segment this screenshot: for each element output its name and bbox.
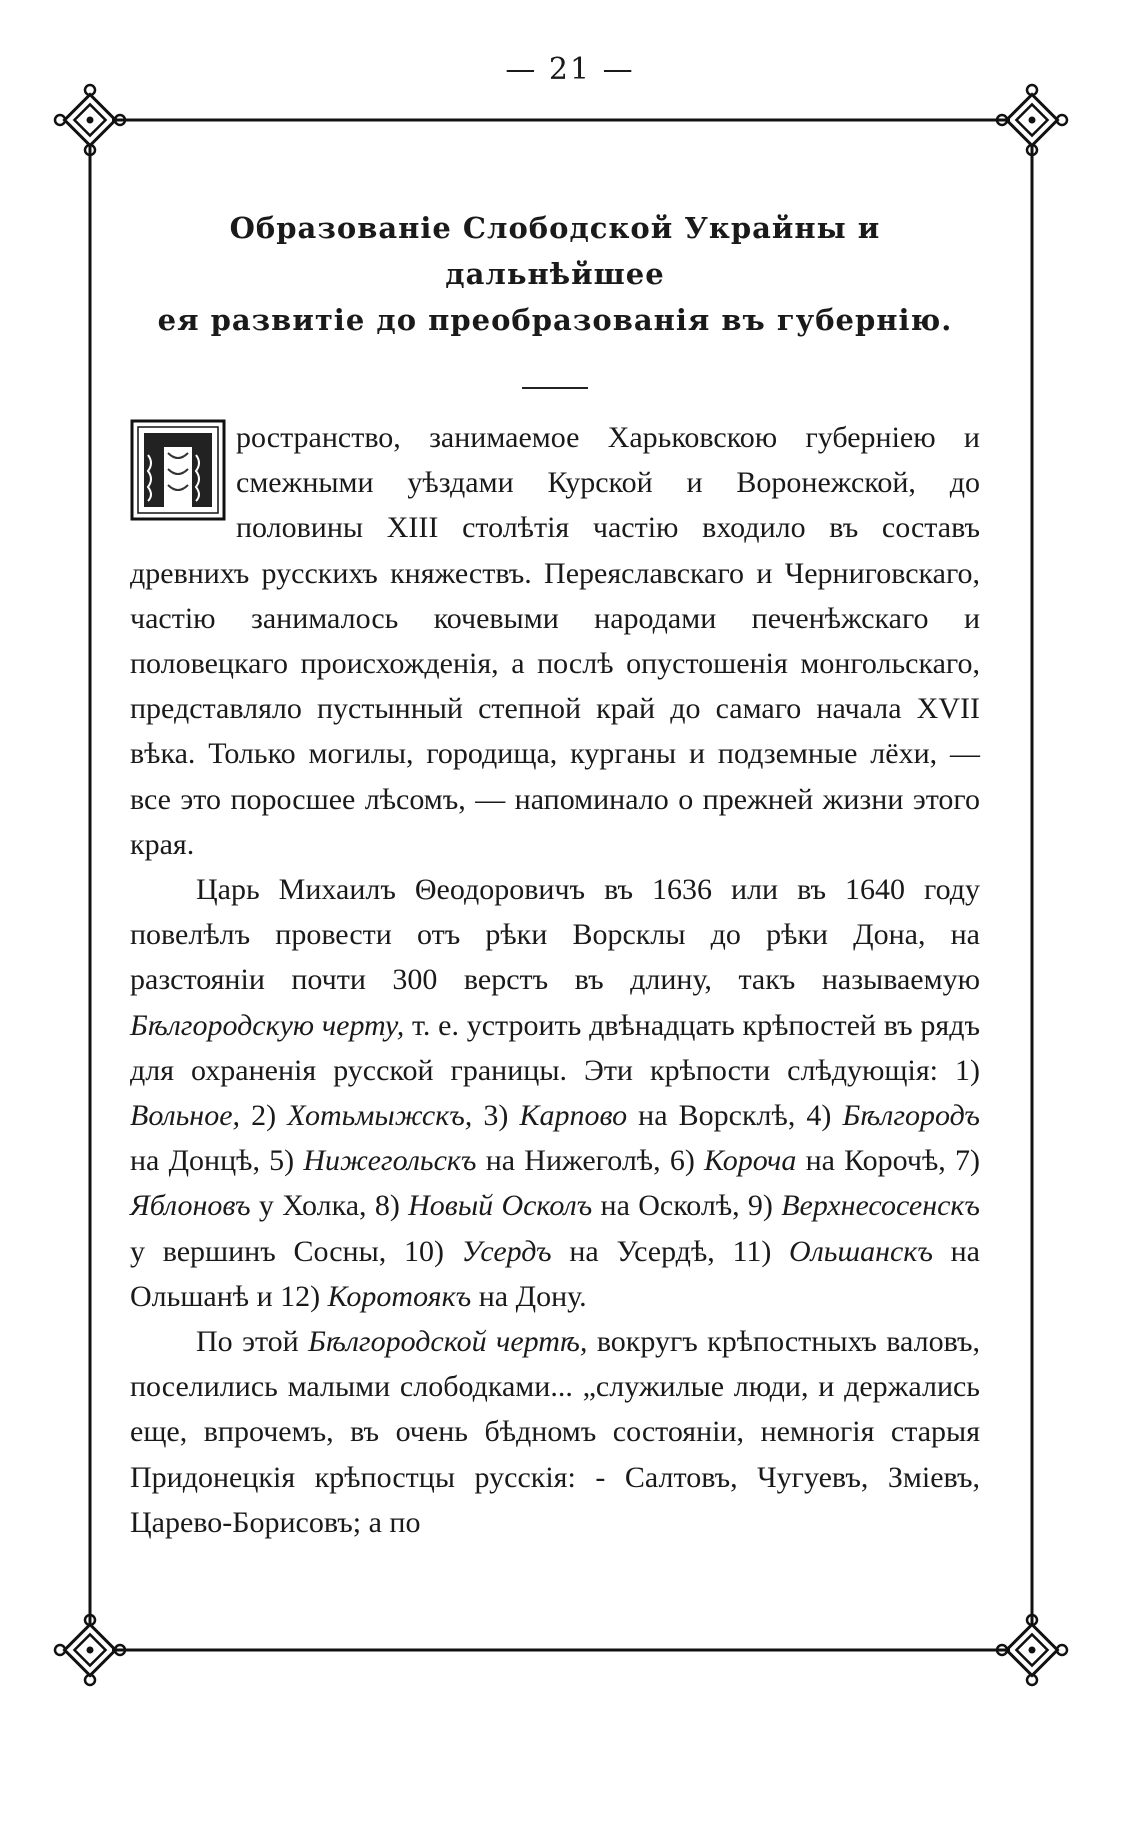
p3-italic-term: Бѣлгородской чертѣ, [308, 1325, 588, 1359]
title-line-1: Образованіе Слободской Украйны и дальнѣйшее [229, 211, 881, 291]
p2-text: 2) [240, 1099, 288, 1133]
paragraph-1-text: ространство, занимаемое Харьковскою губерніею и смежными уѣздами Курской и Воронежской, до половины XIII столѣтія частію входило въ составъ древнихъ русскихъ княжествъ. Переяславскаго и Черниговскаго, частію занималось кочевыми народами печенѣжскаго и половецкаго происхожденія, а послѣ опустошенія монгольскаго, представляло пустынный степной край до самаго начала XVII вѣка. Только могилы, городища, курганы и подземные лёхи, — все это поросшее лѣсомъ, — напоминало о прежней жизни этого края. [130, 421, 980, 861]
p2-text: на Нижеголѣ, 6) [476, 1144, 705, 1178]
p2-text: у Холка, 8) [250, 1189, 409, 1223]
fortress-name: Верхнесосенскъ [781, 1189, 980, 1223]
dropcap-ornamental-letter [130, 419, 226, 521]
p2-text: 3) [472, 1099, 520, 1133]
article-body [130, 205, 980, 1545]
paragraph-2 [130, 867, 980, 1319]
p2-text: на Донцѣ, 5) [130, 1144, 304, 1178]
article-title [130, 205, 980, 343]
fortress-name: Ольшанскъ [789, 1234, 933, 1268]
p2-text: на Ворсклѣ, 4) [627, 1099, 843, 1133]
fortress-name: Усердъ [461, 1234, 552, 1268]
title-separator [522, 387, 588, 389]
fortress-name: Бѣлгородъ [842, 1099, 980, 1133]
fortress-name: Короча [704, 1144, 797, 1178]
corner-ornament-bottom-right [997, 1615, 1067, 1685]
p2-text: на Корочѣ, 7) [796, 1144, 980, 1178]
fortress-name: Карпово [519, 1099, 628, 1133]
fortress-name: Яблоновъ [130, 1189, 251, 1223]
dropcap-letter: П [178, 479, 179, 480]
p2-text: на Дону. [471, 1279, 587, 1313]
p3-text: вокругъ крѣпостныхъ валовъ, поселились малыми слободками... „служилые люди, и держались еще, впрочемъ, въ очень бѣдномъ состояніи, немногія старыя Придонецкія крѣпостцы русскія: - Салтовъ, Чугуевъ, Змiевъ, Царево-Борисовъ; а по [130, 1325, 981, 1539]
fortress-name: Вольное, [130, 1099, 241, 1133]
p2-text: на Усердѣ, 11) [551, 1234, 790, 1268]
p2-text: Царь Михаилъ Θеодоровичъ въ 1636 или въ 1640 году повелѣлъ провести отъ рѣки Ворсклы до рѣки Дона, на разстояніи почти 300 верстъ въ длину, такъ называемую [130, 873, 980, 997]
title-line-2: ея развитіе до преобразованія въ губернію. [157, 303, 953, 337]
p3-text: По этой [196, 1325, 309, 1359]
fortress-name: Нижегольскъ [303, 1144, 477, 1178]
p2-text: на Осколѣ, 9) [592, 1189, 782, 1223]
corner-ornament-top-right [997, 85, 1067, 155]
p2-text: на Ольшанѣ и 12) [130, 1234, 980, 1313]
fortress-name: Новый Осколъ [408, 1189, 593, 1223]
page-number: — 21 — [505, 52, 635, 87]
corner-ornament-top-left [55, 85, 125, 155]
p2-italic-term: Бѣлгородскую черту, [130, 1008, 405, 1042]
paragraph-3 [130, 1319, 980, 1545]
p2-text: т. е. устроить двѣнадцать крѣпостей въ рядъ для охраненія русской границы. Эти крѣпости слѣдующія: 1) [130, 1008, 981, 1087]
corner-ornament-bottom-left [55, 1615, 125, 1685]
fortress-name: Коротоякъ [327, 1279, 472, 1313]
paragraph-1 [130, 415, 980, 867]
p2-text: у вершинъ Сосны, 10) [130, 1234, 462, 1268]
fortress-name: Хотьмыжскъ, [287, 1099, 473, 1133]
